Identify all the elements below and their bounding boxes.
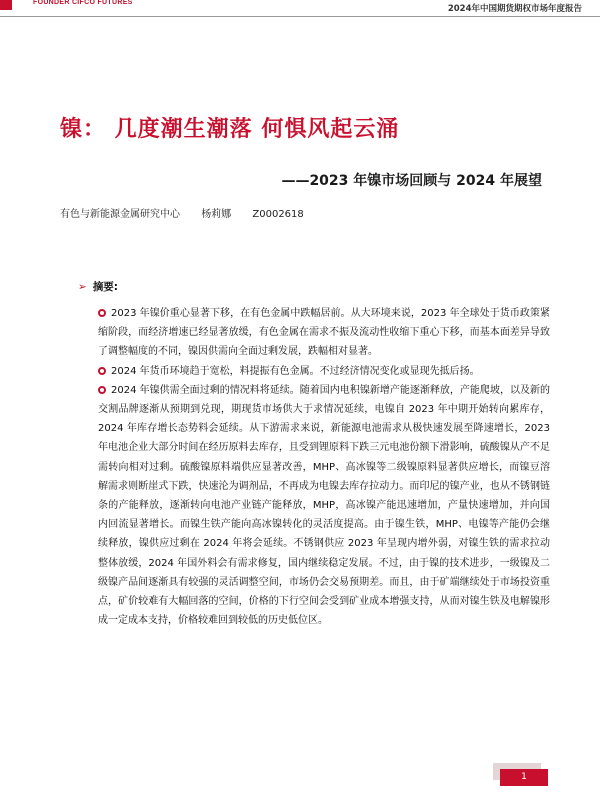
abstract-body bbox=[98, 304, 550, 630]
circle-bullet-icon bbox=[98, 309, 106, 317]
logo-text: FOUNDER CIFCO FUTURES bbox=[33, 0, 133, 6]
author-line bbox=[60, 205, 322, 220]
author-name: 杨莉娜 bbox=[201, 209, 232, 220]
author-license: Z0002618 bbox=[252, 209, 304, 220]
report-title: 2024年中国期货期权市场年度报告 bbox=[447, 4, 582, 14]
circle-bullet-icon bbox=[98, 367, 106, 375]
abstract-paragraph bbox=[98, 362, 550, 381]
abstract-paragraph-text: 2024 年镍供需全面过剩的情况料将延续。随着国内电积镍新增产能逐渐释放，产能爬坡，以及新的交割品牌逐渐从预期到兑现，期现货市场供大于求情况延续，电镍自 2023 年中期开始转向累库存，2024 年库存增长态势料会延续。从下游需求来说，新能源电池需求从极快速发展至降速增长，2023 年电池企业大部分时间在经历原料去库存，且受到锂原料下跌三元电池份额下滑影响，硫酸镍从产不足需转向相对过剩。硫酸镍原料端供应显著改善，MHP、高冰镍等二级镍原料显著供应增长，而镍豆溶解需求则断崖式下跌，快速沦为调剂品，不再成为电镍去库存拉动力。而印尼的镍产业，也从不锈钢链条的产能释放，逐渐转向电池产业链产能释放，MHP，高冰镍产能迅速增加，产量快速增加，并向国内回流显著增长。而镍生铁产能向高冰镍转化的灵活度提高。由于镍生铁，MHP、电镍等产能仍会继续释放，镍供应过剩在 2024 年将会延续。不锈钢供应 2023 年呈现内增外弱，对镍生铁的需求拉动整体放缓，2024 年国外料会有需求修复，国内继续稳定发展。不过，由于镍的技术进步，一级镍及二级镍产品间逐渐具有较强的灵活调整空间，市场仍会交易预期差。而且，由于矿端继续处于市场投资重点，矿价较难有大幅回落的空间，价格的下行空间会受到矿业成本增强支持，从而对镍生铁及电解镍形成一定成本支持，价格较难回到较低的历史低位区。 bbox=[98, 384, 550, 627]
abstract-heading bbox=[78, 279, 118, 294]
page-number: 1 bbox=[500, 769, 548, 786]
header-divider bbox=[0, 16, 600, 17]
abstract-paragraph bbox=[98, 381, 550, 631]
circle-bullet-icon bbox=[98, 386, 106, 394]
abstract-heading-label: 摘要: bbox=[92, 281, 119, 293]
abstract-paragraph bbox=[98, 304, 550, 362]
logo-mark bbox=[0, 0, 12, 10]
abstract-paragraph-text: 2023 年镍价重心显著下移，在有色金属中跌幅居前。从大环境来说，2023 年全球处于货币政策紧缩阶段，而经济增速已经显著放缓，有色金属在需求不振及流动性收缩下重心下移，而基本面差异导致了调整幅度的不同，镍因供需向全面过剩发展，跌幅相对显著。 bbox=[98, 308, 550, 358]
page-title: 镍： 几度潮生潮落 何惧风起云涌 bbox=[60, 117, 400, 142]
abstract-paragraph-text: 2024 年货币环境趋于宽松，料提振有色金属。不过经济情况变化或显现先抵后扬。 bbox=[111, 365, 480, 377]
arrow-icon: ➢ bbox=[78, 281, 87, 293]
author-department: 有色与新能源金属研究中心 bbox=[60, 209, 180, 220]
page-subtitle: ——2023 年镍市场回顾与 2024 年展望 bbox=[281, 173, 542, 189]
